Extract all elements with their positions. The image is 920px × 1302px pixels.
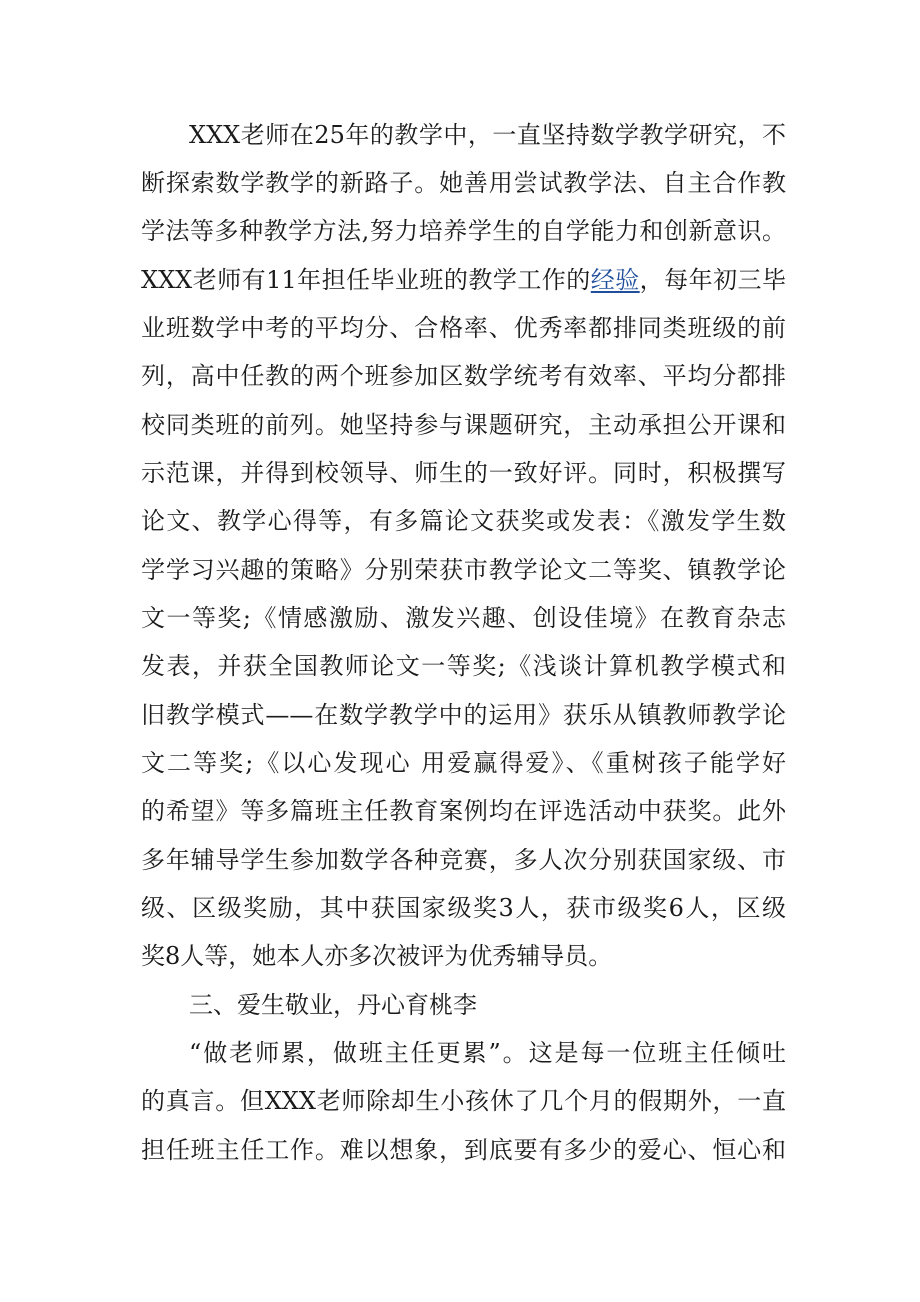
paragraph1-line-9: 论文、教学心得等，有多篇论文获奖或发表：《激发学生数 [141, 507, 786, 535]
paragraph1-line-4 [141, 258, 786, 302]
paragraph1-line-8: 示范课，并得到校领导、师生的一致好评。同时，积极撰写 [141, 459, 786, 487]
paragraph1-line-13: 旧教学模式——在数学教学中的运用》获乐从镇教师教学论 [141, 701, 786, 729]
paragraph1-line-15: 的希望》等多篇班主任教育案例均在评选活动中获奖。此外 [141, 797, 786, 825]
line4-text-before-link: XXX老师有11年担任毕业班的教学工作的 [141, 266, 591, 294]
paragraph1-line-18: 奖8人等，她本人亦多次被评为优秀辅导员。 [141, 942, 613, 970]
paragraph1-line-3: 学法等多种教学方法,努力培养学生的自学能力和创新意识。 [141, 217, 786, 245]
paragraph2-line-2: 的真言。但XXX老师除却生小孩休了几个月的假期外，一直 [141, 1087, 786, 1115]
paragraph2-line-1: “做老师累，做班主任更累”。这是每一位班主任倾吐 [189, 1039, 786, 1067]
experience-link[interactable]: 经验 [590, 266, 640, 294]
paragraph1-line-2: 断探索数学教学的新路子。她善用尝试教学法、自主合作教 [141, 169, 786, 197]
line4-text-after-link: ，每年初三毕 [639, 266, 787, 294]
paragraph1-line-6: 列，高中任教的两个班参加区数学统考有效率、平均分都排 [141, 362, 786, 390]
paragraph1-line-1: XXX老师在25年的教学中，一直坚持数学教学研究，不 [189, 121, 786, 149]
paragraph1-line-5: 业班数学中考的平均分、合格率、优秀率都排同类班级的前 [141, 314, 786, 342]
paragraph1-line-12: 发表，并获全国教师论文一等奖;《浅谈计算机教学模式和 [141, 652, 786, 680]
paragraph1-line-10: 学学习兴趣的策略》分别荣获市教学论文二等奖、镇教学论 [141, 556, 786, 584]
paragraph2-line-3: 担任班主任工作。难以想象，到底要有多少的爱心、恒心和 [141, 1136, 786, 1164]
paragraph1-line-11: 文一等奖;《情感激励、激发兴趣、创设佳境》在教育杂志 [141, 604, 786, 632]
section-heading: 三、爱生敬业，丹心育桃李 [189, 991, 477, 1019]
paragraph1-line-14: 文二等奖;《以心发现心 用爱赢得爱》、《重树孩子能学好 [141, 749, 786, 777]
paragraph1-line-17: 级、区级奖励，其中获国家级奖3人，获市级奖6人，区级 [141, 894, 786, 922]
paragraph1-line-7: 校同类班的前列。她坚持参与课题研究，主动承担公开课和 [141, 411, 786, 439]
paragraph1-line-16: 多年辅导学生参加数学各种竞赛，多人次分别获国家级、市 [141, 846, 786, 874]
